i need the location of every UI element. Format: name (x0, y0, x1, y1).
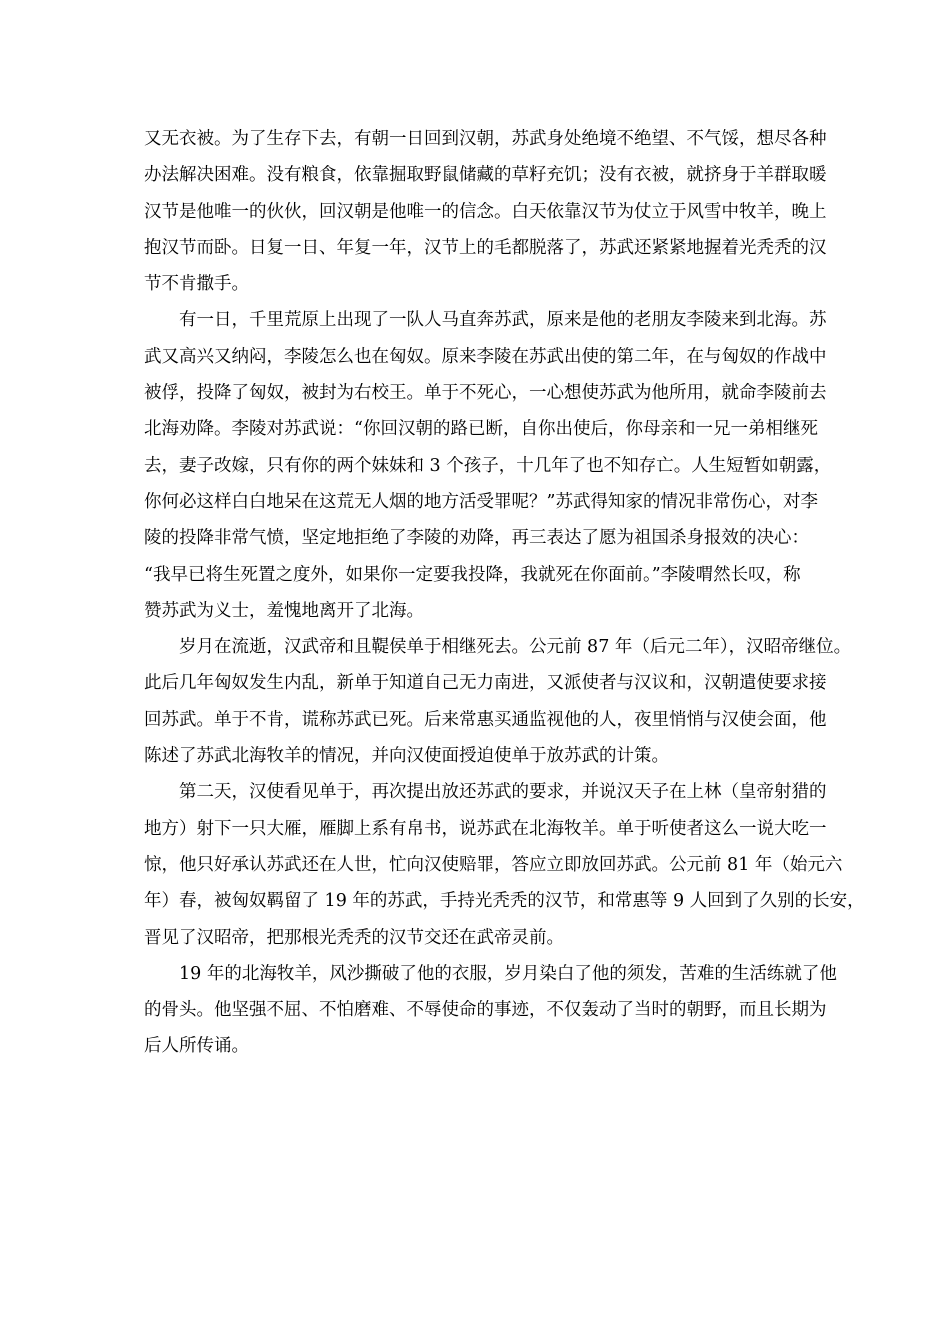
text-line: 陵的投降非常气愤，坚定地拒绝了李陵的劝降，再三表达了愿为祖国杀身报效的决心： (144, 528, 809, 549)
text-line: “我早已将生死置之度外，如果你一定要我投降，我就死在你面前。”李陵喟然长叹，称 (144, 564, 801, 585)
text-line: 岁月在流逝，汉武帝和且鞮侯单于相继死去。公元前 87 年（后元二年），汉昭帝继位。 (179, 637, 852, 658)
text-line: 19 年的北海牧羊，风沙撕破了他的衣服，岁月染白了他的须发，苦难的生活练就了他 (179, 963, 837, 984)
text-line: 年）春，被匈奴羁留了 19 年的苏武，手持光秃秃的汉节，和常惠等 9 人回到了久别的长安， (144, 891, 865, 912)
text-line: 办法解决困难。没有粮食，依靠掘取野鼠储藏的草籽充饥；没有衣被，就挤身于羊群取暖 (144, 165, 827, 186)
text-line: 地方）射下一只大雁，雁脚上系有帛书，说苏武在北海牧羊。单于听使者这么一说大吃一 (144, 818, 827, 839)
text-line: 汉节是他唯一的伙伙，回汉朝是他唯一的信念。白天依靠汉节为仗立于风雪中牧羊，晚上 (144, 201, 827, 222)
text-line: 节不肯撒手。 (144, 274, 249, 295)
text-line: 被俘，投降了匈奴，被封为右校王。单于不死心，一心想使苏武为他所用，就命李陵前去 (144, 383, 827, 404)
text-line: 武又高兴又纳闷，李陵怎么也在匈奴。原来李陵在苏武出使的第二年，在与匈奴的作战中 (144, 346, 827, 367)
document-body-text (144, 121, 865, 1065)
text-line: 去，妻子改嫁，只有你的两个妹妹和 3 个孩子，十几年了也不知存亡。人生短暂如朝露， (144, 455, 832, 476)
text-line: 晋见了汉昭帝，把那根光秃秃的汉节交还在武帝灵前。 (144, 927, 564, 948)
text-line: 赞苏武为义士，羞愧地离开了北海。 (144, 600, 424, 621)
text-line: 此后几年匈奴发生内乱，新单于知道自己无力南进，又派使者与汉议和，汉朝遣使要求接 (144, 673, 827, 694)
text-line: 惊，他只好承认苏武还在人世，忙向汉使赔罪，答应立即放回苏武。公元前 81 年（始元六 (144, 854, 843, 875)
text-line: 陈述了苏武北海牧羊的情况，并向汉使面授迫使单于放苏武的计策。 (144, 746, 669, 767)
text-line: 后人所传诵。 (144, 1036, 249, 1057)
text-line: 第二天，汉使看见单于，再次提出放还苏武的要求，并说汉天子在上林（皇帝射猎的 (179, 782, 827, 803)
text-line: 北海劝降。李陵对苏武说：“你回汉朝的路已断，自你出使后，你母亲和一兄一弟相继死 (144, 419, 818, 440)
text-line: 又无衣被。为了生存下去，有朝一日回到汉朝，苏武身处绝境不绝望、不气馁，想尽各种 (144, 129, 827, 149)
text-line: 回苏武。单于不肯，谎称苏武已死。后来常惠买通监视他的人，夜里悄悄与汉使会面，他 (144, 709, 827, 730)
text-line: 抱汉节而卧。日复一日、年复一年，汉节上的毛都脱落了，苏武还紧紧地握着光秃秃的汉 (144, 237, 827, 258)
text-line: 的骨头。他坚强不屈、不怕磨难、不辱使命的事迹，不仅轰动了当时的朝野，而且长期为 (144, 1000, 827, 1021)
text-line: 你何必这样白白地呆在这荒无人烟的地方活受罪呢？”苏武得知家的情况非常伤心，对李 (144, 491, 818, 512)
text-line: 有一日，千里荒原上出现了一队人马直奔苏武，原来是他的老朋友李陵来到北海。苏 (179, 310, 827, 331)
